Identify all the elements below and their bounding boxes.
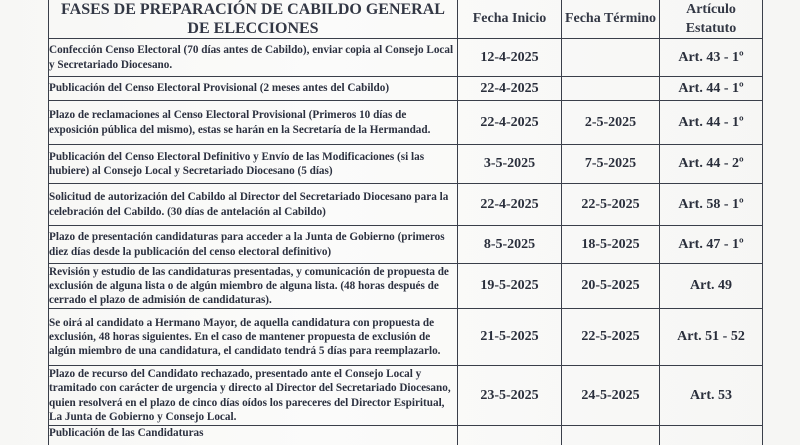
phase-description: Se oirá al candidato a Hermano Mayor, de aquella candidatura con propuesta de exclusión, 48 horas siguientes. En el caso de mantener propuesta de exclusión de algún miembro de una candidatura, el candidato tendrá 5 días para reemplazarlo. [49,309,458,366]
phase-description: Plazo de recurso del Candidato rechazado, presentado ante el Consejo Local y tramitado con carácter de urgencia y directo al Director del Secretariado Diocesano, quien resolverá en el plazo de cinco días oídos los pareceres del Director Espiritual, La Junta de Gobierno y Consejo Local. [49,366,458,426]
table-row [49,101,763,145]
election-schedule-table [48,0,763,445]
table-row [49,39,763,77]
table-header-row [49,0,763,39]
table-row [49,184,763,226]
start-date: 22-4-2025 [458,101,562,145]
end-date-header: Fecha Término [562,0,660,39]
statute-article: Art. 51 - 52 [660,309,763,366]
phase-description: Plazo de presentación candidaturas para acceder a la Junta de Gobierno (primeros diez días desde la publicación del censo electoral definitivo) [49,226,458,264]
table-row [49,309,763,366]
statute-article: Art. 47 - 1º [660,226,763,264]
statute-article: Art. 58 - 1º [660,184,763,226]
statute-article: Art. 44 - 1º [660,77,763,101]
table-row [49,426,763,445]
start-date: 8-5-2025 [458,226,562,264]
statute-article [660,426,763,445]
start-date: 3-5-2025 [458,145,562,184]
phase-description: Revisión y estudio de las candidaturas presentadas, y comunicación de propuesta de exclusión de alguna lista o de algún miembro de alguna lista. (48 horas después de cerrado el plazo de admisión de candidaturas). [49,264,458,309]
phase-description: Publicación del Censo Electoral Definitivo y Envío de las Modificaciones (si las hubiere) al Consejo Local y Secretariado Diocesano (5 días) [49,145,458,184]
table-row [49,226,763,264]
statute-article: Art. 44 - 2º [660,145,763,184]
statute-article: Art. 44 - 1º [660,101,763,145]
end-date [562,426,660,445]
end-date: 18-5-2025 [562,226,660,264]
start-date: 22-4-2025 [458,77,562,101]
start-date: 23-5-2025 [458,366,562,426]
start-date [458,426,562,445]
end-date: 7-5-2025 [562,145,660,184]
statute-article: Art. 43 - 1º [660,39,763,77]
start-date: 19-5-2025 [458,264,562,309]
statute-article: Art. 53 [660,366,763,426]
start-date: 12-4-2025 [458,39,562,77]
end-date [562,77,660,101]
phase-description: Confección Censo Electoral (70 días antes de Cabildo), enviar copia al Consejo Local y Secretariado Diocesano. [49,39,458,77]
phase-description: Plazo de reclamaciones al Censo Electoral Provisional (Primeros 10 días de exposición pública del mismo), estas se harán en la Secretaría de la Hermandad. [49,101,458,145]
start-date: 22-4-2025 [458,184,562,226]
article-header: Artículo Estatuto [660,0,763,39]
phases-header: FASES DE PREPARACIÓN DE CABILDO GENERAL DE ELECCIONES [49,0,458,39]
end-date: 22-5-2025 [562,184,660,226]
start-date: 21-5-2025 [458,309,562,366]
table-row [49,77,763,101]
table-row [49,264,763,309]
end-date [562,39,660,77]
table-row [49,145,763,184]
end-date: 20-5-2025 [562,264,660,309]
phase-description: Publicación de las Candidaturas [49,426,458,445]
statute-article: Art. 49 [660,264,763,309]
end-date: 24-5-2025 [562,366,660,426]
end-date: 22-5-2025 [562,309,660,366]
phase-description: Solicitud de autorización del Cabildo al Director del Secretariado Diocesano para la celebración del Cabildo. (30 días de antelación al Cabildo) [49,184,458,226]
phase-description: Publicación del Censo Electoral Provisional (2 meses antes del Cabildo) [49,77,458,101]
end-date: 2-5-2025 [562,101,660,145]
start-date-header: Fecha Inicio [458,0,562,39]
table-row [49,366,763,426]
